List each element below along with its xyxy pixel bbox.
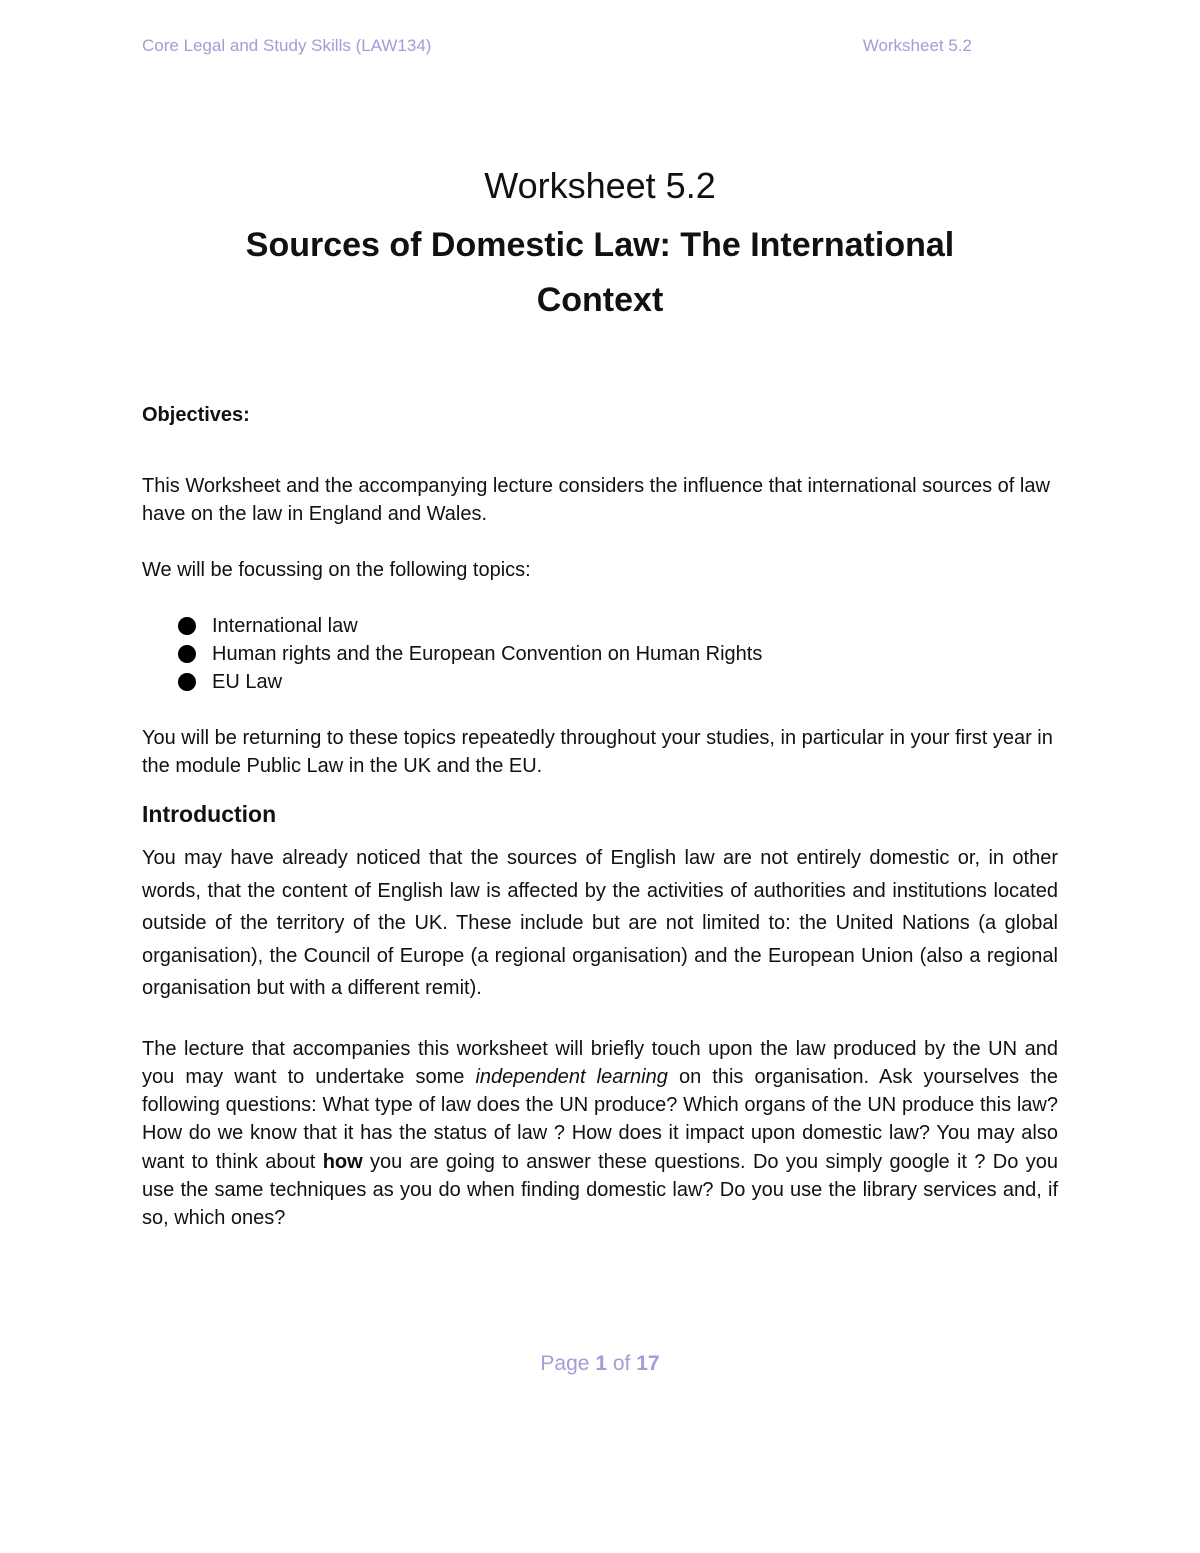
of-label: of — [612, 1352, 631, 1375]
header-course-title: Core Legal and Study Skills (LAW134) — [142, 36, 432, 55]
introduction-heading: Introduction — [142, 801, 277, 827]
objectives-closing: You will be returning to these topics repeatedly throughout your studies, in particular in your first year in the module Public Law in the UK and the EU. — [142, 727, 1053, 777]
main-content — [142, 400, 1058, 1233]
topic-label: International law — [212, 615, 358, 637]
bullet-icon — [178, 617, 196, 635]
list-item — [178, 640, 1058, 668]
title-block — [142, 162, 1058, 328]
worksheet-number: Worksheet 5.2 — [484, 165, 716, 206]
total-pages-number: 17 — [636, 1352, 660, 1375]
lecture-text-part3: you are going to answer these questions. Do you simply google it ? Do you use the same techniques as you do when finding domestic law? Do you use the library services and, if so, which ones? — [142, 1150, 1058, 1230]
page-label: Page — [540, 1352, 590, 1375]
lecture-emphasis: independent learning — [475, 1065, 668, 1088]
lecture-strong: how — [322, 1150, 363, 1173]
introduction-paragraph: You may have already noticed that the sources of English law are not entirely domestic or, in other words, that the content of English law is affected by the activities of authorities and institutions located outside of the territory of the UK. These include but are not limited to: the United Nations (a global organisation), the Council of Europe (a regional organisation) and the European Union (also a regional organisation but with a different remit). — [142, 847, 1058, 999]
page-footer — [0, 1352, 1200, 1376]
objectives-intro: This Worksheet and the accompanying lecture considers the influence that international sources of law have on the law in England and Wales. — [142, 475, 1050, 525]
current-page-number: 1 — [595, 1352, 607, 1375]
document-title: Sources of Domestic Law: The International Context — [245, 226, 955, 319]
topics-lead-in: We will be focussing on the following topics: — [142, 559, 531, 581]
lecture-paragraph — [142, 1035, 1058, 1233]
objectives-heading: Objectives: — [142, 404, 250, 426]
bullet-icon — [178, 673, 196, 691]
topic-label: Human rights and the European Convention on Human Rights — [212, 643, 763, 665]
bullet-icon — [178, 645, 196, 663]
header-worksheet-label: Worksheet 5.2 — [862, 36, 972, 55]
list-item — [178, 668, 1058, 696]
lecture-text-part2: on this organisation. Ask yourselves the following questions: What type of law does the UN produce? Which organs of the UN produce this law? How do we know that it has the status of law ? How does it impact upon domestic law? You may also want to think about — [142, 1065, 1059, 1173]
lecture-text-part1: The lecture that accompanies this worksheet will briefly touch upon the law produced by the UN and you may want to undertake some — [142, 1037, 1058, 1088]
running-header — [142, 36, 972, 56]
topic-label: EU Law — [212, 671, 283, 693]
topics-list — [142, 612, 1058, 696]
list-item — [178, 612, 1058, 640]
